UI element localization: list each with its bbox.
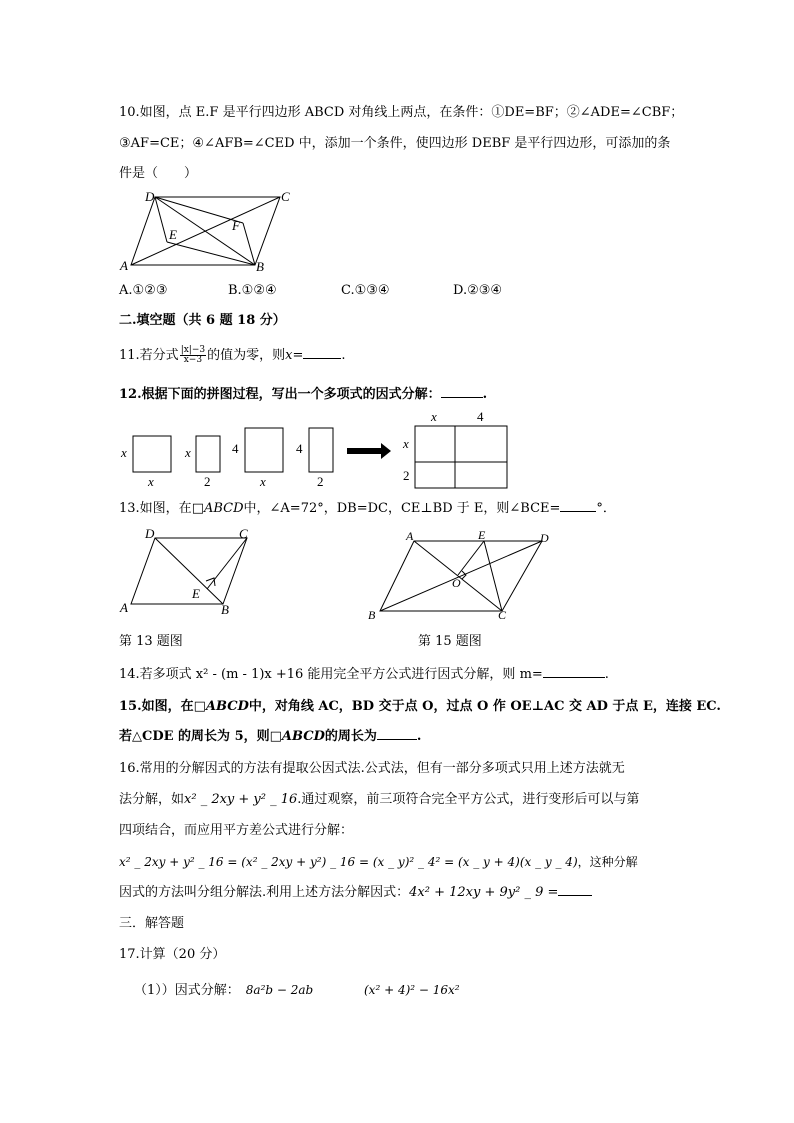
q15-end: . (416, 729, 422, 744)
q16-line2-b: .通过观察，前三项符合完全平方公式，进行变形后可以与第 (297, 792, 640, 807)
q15-line1-b: 中，对角线 AC，BD 交于点 O，过点 O 作 OE⊥AC 交 AD 于点 E，连接 EC. (248, 699, 721, 714)
q12-label-top-x: x (431, 409, 437, 424)
q16-line2-a: 法分解，如 (119, 792, 185, 807)
q12-label-4a: 4 (232, 441, 239, 456)
q11-denominator: x−3 (183, 355, 203, 365)
q12-square-x (133, 436, 171, 472)
q12-blank[interactable] (441, 397, 483, 398)
q11-var: x (285, 348, 293, 363)
q16-line5-a: 因式的方法叫分组分解法.利用上述方法分解因式： (119, 885, 410, 900)
q13-figure (115, 528, 275, 618)
q15-label-c: C (498, 608, 507, 622)
q10-segment-fb (243, 223, 255, 265)
q12-label-x3: x (185, 445, 191, 460)
q15-para-1: □ABCD (193, 699, 249, 714)
q10-option-b: B.①②④ (228, 283, 277, 298)
q15-figure (362, 525, 562, 625)
q14-text: 14.若多项式 x² - (m - 1)x +16 能用完全平方公式进行因式分解，则 m= (119, 667, 543, 682)
q10-figure (115, 185, 305, 277)
q12-end: . (482, 387, 488, 402)
q13-label-d: D (145, 528, 155, 541)
q13-segment-ce (207, 538, 247, 589)
q16-line4-expr: x² _ 2xy + y² _ 16 = (x² _ 2xy + y²) _ 16 = (x _ y)² _ 4² = (x _ y + 4)(x _ y _ 4) (119, 855, 578, 869)
q10-label-f: F (232, 218, 240, 233)
q10-label-d: D (145, 189, 155, 204)
q15-label-b: B (368, 608, 376, 622)
q10-label-b: B (256, 259, 264, 274)
q13-end: °． (596, 501, 616, 516)
q12-label-4b: 4 (296, 441, 303, 456)
q14-blank[interactable] (543, 677, 605, 678)
q12-arrow-icon (347, 443, 391, 459)
q16-line5-expr: 4x² + 12xy + 9y² _ 9 = (409, 885, 559, 900)
q16-line4-b: ，这种分解 (577, 855, 638, 869)
q17-expr1: 8a²b − 2ab (245, 983, 314, 997)
q10-line3: 件是（ ） (119, 166, 198, 181)
q12-label-2b: 2 (317, 474, 324, 489)
q12-label-x1: x (121, 445, 127, 460)
q14-end: . (604, 667, 609, 682)
q12-label-left-2: 2 (403, 468, 410, 483)
q14-line (119, 666, 609, 684)
q16-line5 (119, 884, 592, 902)
q17-part1 (134, 981, 313, 1000)
q10-line1: 10.如图，点 E.F 是平行四边形 ABCD 对角线上两点，在条件：①DE=BF；②∠ADE=∠CBF； (119, 105, 684, 120)
q13-para: □ABCD (191, 501, 244, 516)
q15-line1-a: 15.如图，在 (119, 699, 194, 714)
q16-line3: 四项结合，而应用平方差公式进行分解： (119, 823, 354, 838)
q15-diagonal-bd (380, 541, 542, 611)
q15-line1 (119, 698, 721, 716)
q15-line2-b: 的周长为 (324, 729, 377, 744)
q11-fraction (180, 346, 206, 365)
q12-label-x4: x (260, 474, 266, 489)
q17-expr2: (x² + 4)² − 16x² (364, 983, 460, 997)
q16-blank[interactable] (558, 895, 592, 896)
q13-caption: 第 13 题图 (119, 634, 183, 649)
q13-label-e: E (192, 586, 200, 601)
q16-line1: 16.常用的分解因式的方法有提取公因式法.公式法，但有一部分多项式只用上述方法就无 (119, 761, 625, 776)
q13-text-a: 13.如图，在 (119, 501, 192, 516)
q12-combined-rect (415, 426, 507, 488)
q13-text-b: 中，∠A=72°，DB=DC，CE⊥BD 于 E，则∠BCE= (243, 501, 561, 516)
q10-segment-df (155, 197, 243, 223)
q12-label-top-4: 4 (477, 409, 484, 424)
q10-segment-eb (167, 242, 255, 265)
q12-rect-x2 (196, 436, 220, 472)
q10-option-a: A.①②③ (119, 283, 168, 298)
q13-label-a: A (120, 600, 128, 615)
q12-text: 12.根据下面的拼图过程，写出一个多项式的因式分解： (119, 387, 441, 402)
q17-part1-label: （1））因式分解： (134, 983, 240, 998)
q11-eq: = (292, 348, 304, 363)
q11-suffix: 的值为零，则 (207, 348, 286, 363)
q15-label-d: D (540, 531, 549, 545)
q13-label-b: B (221, 602, 229, 617)
q10-option-d: D.②③④ (453, 283, 503, 298)
q15-caption: 第 15 题图 (418, 634, 482, 649)
section2-heading: 二.填空题（共 6 题 18 分） (119, 313, 286, 328)
q11-end: . (341, 348, 346, 363)
q17-title: 17.计算（20 分） (119, 947, 226, 962)
q12-label-left-x: x (403, 436, 409, 451)
q12-label-2a: 2 (204, 474, 211, 489)
q10-label-a: A (120, 258, 128, 273)
section3-heading: 三．解答题 (119, 916, 185, 931)
q13-blank[interactable] (560, 511, 596, 512)
q15-para-2: □ABCD (269, 729, 325, 744)
q16-line2-expr: x² _ 2xy + y² _ 16 (184, 792, 298, 807)
q15-segment-eo (458, 541, 484, 575)
q15-label-e: E (478, 528, 486, 542)
q15-label-o: O (452, 576, 461, 590)
q13-label-c: C (239, 528, 248, 541)
q12-rect-42 (309, 428, 333, 472)
q10-label-c: C (281, 189, 290, 204)
q10-line2: ③AF=CE；④∠AFB=∠CED 中，添加一个条件，使四边形 DEBF 是平行四边形，可添加的条 (119, 136, 671, 151)
q10-option-c: C.①③④ (341, 283, 390, 298)
q10-label-e: E (169, 227, 177, 242)
q11-prefix: 11.若分式 (119, 348, 179, 363)
q13-diagonal-db (155, 538, 223, 604)
q12-figure (115, 406, 515, 492)
q11-numerator: |x|−3 (180, 345, 206, 355)
q15-line2-a: 若△CDE 的周长为 5，则 (119, 729, 270, 744)
q15-blank[interactable] (377, 739, 417, 740)
q12-line (119, 386, 487, 404)
q15-label-a: A (406, 529, 414, 543)
q16-line4 (119, 853, 638, 871)
q11-line (119, 346, 346, 365)
q12-rect-4x (245, 428, 283, 472)
q15-segment-ec (484, 541, 502, 611)
q13-line (119, 500, 616, 518)
q12-label-x2: x (148, 474, 154, 489)
q16-line2 (119, 791, 639, 809)
q11-blank[interactable] (303, 358, 341, 359)
q15-line2 (119, 728, 421, 746)
